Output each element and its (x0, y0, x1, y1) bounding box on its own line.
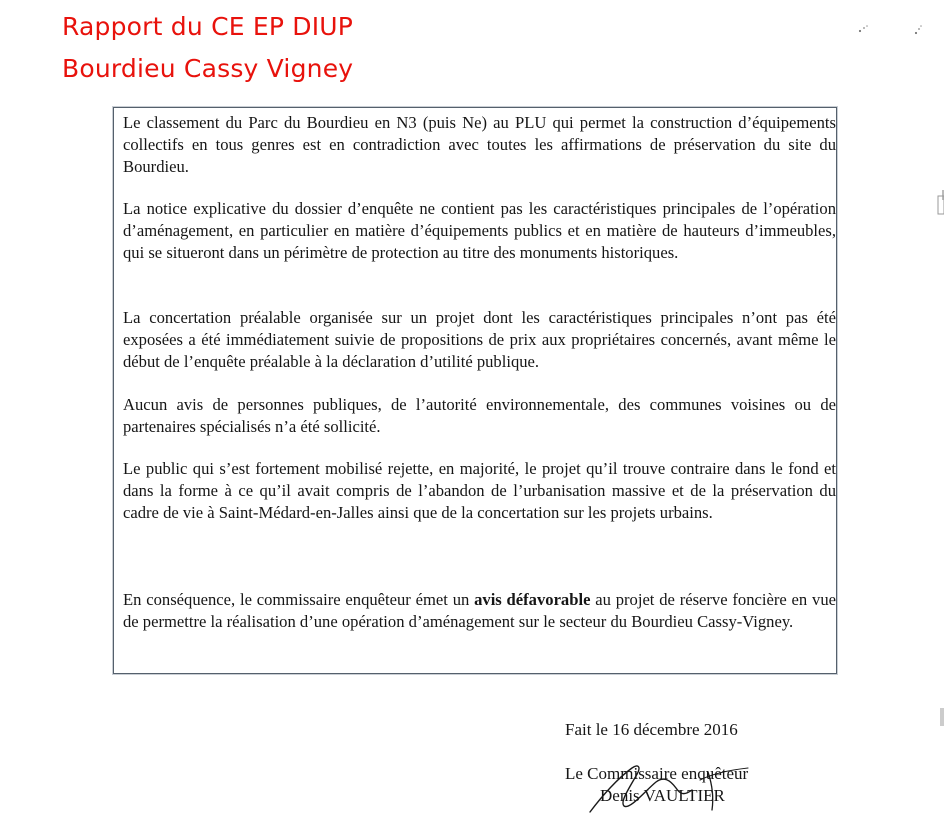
signature-name: Denis VAULTIER (600, 786, 725, 805)
scan-noise-marks (852, 18, 932, 42)
paragraph-explanatory-notice: La notice explicative du dossier d’enquête ne contient pas les caractéristiques principales de l’opération d’aménagement, en particulier en matière d’équipements publics et en matière de hauteurs d’immeubles, qui se situeront dans un périmètre de protection au titre des monuments historiques. (123, 199, 836, 262)
paragraph-prior-consultation: La concertation préalable organisée sur un projet dont les caractéristiques principales n’ont pas été exposées a été immédiatement suivie de propositions de prix aux propriétaires concernés, avant même le début de l’enquête préalable à la déclaration d’utilité publique. (123, 308, 836, 371)
signature-role: Le Commissaire enquêteur (565, 764, 749, 783)
unfavorable-opinion: avis défavorable (474, 590, 591, 609)
signature-date: Fait le 16 décembre 2016 (565, 720, 738, 739)
page-edge-marks (936, 0, 944, 814)
paragraph-conclusion (123, 589, 836, 633)
report-title: Rapport du CE EP DIUP (62, 12, 354, 41)
paragraph-public-rejection: Le public qui s’est fortement mobilisé rejette, en majorité, le projet qu’il trouve contraire dans le fond et dans la forme à ce qu’il avait compris de l’abandon de l’urbanisation massive et de la préservation du cadre de vie à Saint-Médard-en-Jalles ainsi que de la concertation sur les projets urbains. (123, 459, 836, 522)
handwritten-signature (580, 760, 770, 814)
conclusion-text-end: au projet de réserve foncière en vue de permettre la réalisation d’une opération d’aménagement sur le secteur du Bourdieu Cassy-Vigney. (123, 590, 836, 631)
report-subtitle: Bourdieu Cassy Vigney (62, 54, 354, 83)
conclusion-text-start: En conséquence, le commissaire enquêteur émet un (123, 590, 475, 609)
paragraph-zoning: Le classement du Parc du Bourdieu en N3 (puis Ne) au PLU qui permet la construction d’équipements collectifs en tous genres est en contradiction avec toutes les affirmations de préservation du site du Bourdieu. (123, 113, 836, 176)
report-conclusion-box (113, 107, 837, 674)
paragraph-no-opinions: Aucun avis de personnes publiques, de l’autorité environnementale, des communes voisines ou de partenaires spécialisés n’a été sollicité. (123, 395, 836, 436)
